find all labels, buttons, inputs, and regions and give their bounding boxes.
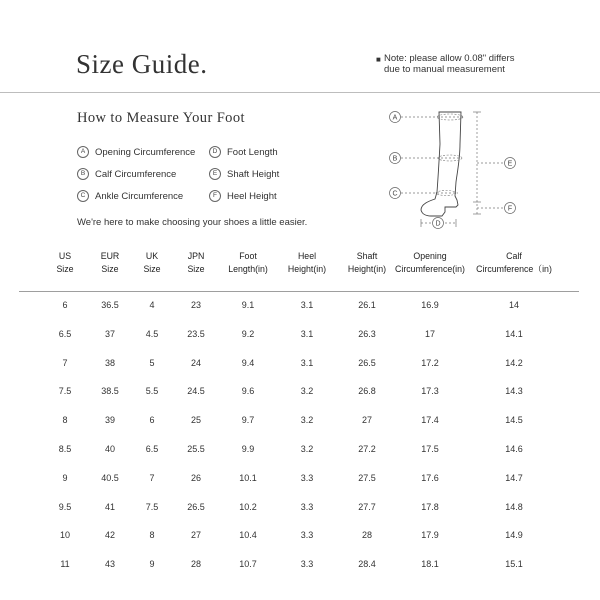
diagram-label-b bbox=[390, 153, 401, 164]
diagram-label-a bbox=[390, 112, 401, 123]
table-cell: 17.9 bbox=[421, 530, 439, 541]
legend-item-a bbox=[77, 146, 195, 158]
table-cell: 14.2 bbox=[505, 357, 523, 368]
column-header-line2: Length(in) bbox=[228, 264, 268, 274]
table-cell: 14.3 bbox=[505, 386, 523, 397]
legend-badge-d: D bbox=[209, 146, 221, 158]
table-cell: 14.6 bbox=[505, 444, 523, 454]
table-row bbox=[0, 300, 600, 314]
table-row bbox=[0, 473, 600, 487]
table-cell: 18.1 bbox=[421, 559, 439, 570]
table-cell: 27.5 bbox=[358, 472, 376, 483]
table-cell: 4 bbox=[149, 300, 155, 310]
table-cell: 3.1 bbox=[300, 300, 314, 310]
table-cell: 10 bbox=[59, 530, 71, 541]
bullet-icon: ■ bbox=[376, 55, 381, 64]
table-cell: 38.5 bbox=[101, 386, 119, 397]
column-header-line2: Circumference(in) bbox=[395, 264, 465, 274]
table-cell: 17.8 bbox=[421, 501, 439, 512]
column-header-3 bbox=[143, 250, 160, 276]
table-cell: 24 bbox=[190, 357, 202, 368]
table-cell: 25 bbox=[190, 415, 202, 426]
legend-badge-e: E bbox=[209, 168, 221, 180]
legend-item-d bbox=[209, 146, 278, 158]
table-cell: 42 bbox=[104, 530, 116, 541]
diagram-label-c bbox=[390, 188, 401, 199]
table-cell: 6.5 bbox=[145, 444, 159, 454]
column-header-line1: JPN bbox=[187, 251, 205, 261]
table-cell: 8.5 bbox=[58, 444, 72, 454]
table-cell: 15.1 bbox=[505, 559, 523, 570]
table-cell: 9 bbox=[149, 559, 155, 570]
table-cell: 14.7 bbox=[505, 472, 523, 483]
legend-badge-a: A bbox=[77, 146, 89, 158]
table-cell: 41 bbox=[104, 501, 116, 512]
legend-item-c bbox=[77, 190, 183, 202]
column-header-6 bbox=[288, 250, 326, 276]
column-header-line2: Height(in) bbox=[287, 264, 327, 274]
table-cell: 5 bbox=[149, 357, 155, 368]
table-cell: 3.1 bbox=[300, 357, 314, 368]
tagline: We're here to make choosing your shoes a little easier. bbox=[77, 217, 308, 228]
table-cell: 40.5 bbox=[101, 472, 119, 483]
table-cell: 23 bbox=[190, 300, 202, 310]
table-cell: 17.4 bbox=[421, 415, 439, 426]
table-cell: 10.2 bbox=[239, 501, 257, 512]
measurement-legend bbox=[77, 146, 337, 206]
boot-outline bbox=[421, 112, 461, 216]
legend-label-c: Ankle Circumference bbox=[95, 190, 184, 202]
table-cell: 3.2 bbox=[300, 415, 314, 426]
column-header-line1: Foot bbox=[239, 251, 257, 261]
column-header-line1: EUR bbox=[100, 251, 120, 261]
table-cell: 3.1 bbox=[300, 328, 314, 339]
table-cell: 9.5 bbox=[58, 501, 72, 512]
table-cell: 24.5 bbox=[187, 386, 205, 397]
boot-diagram bbox=[383, 104, 523, 232]
column-header-line2: Size bbox=[101, 264, 119, 274]
table-cell: 26 bbox=[190, 472, 202, 483]
column-header-4 bbox=[187, 250, 204, 276]
header bbox=[0, 0, 600, 93]
table-cell: 36.5 bbox=[101, 300, 119, 310]
column-header-line2: Height(in) bbox=[347, 264, 387, 274]
measure-title: How to Measure Your Foot bbox=[77, 110, 245, 126]
table-cell: 26.1 bbox=[358, 300, 376, 310]
column-header-line1: Shaft bbox=[356, 251, 378, 261]
table-cell: 17.3 bbox=[421, 386, 439, 397]
legend-label-e: Shaft Height bbox=[227, 168, 280, 180]
legend-item-b bbox=[77, 168, 176, 180]
column-header-line1: Opening bbox=[413, 251, 447, 261]
note-line-1: Note: please allow 0.08" differs bbox=[384, 53, 515, 64]
table-cell: 7 bbox=[62, 357, 68, 368]
svg-text:F: F bbox=[507, 205, 513, 213]
table-cell: 10.4 bbox=[239, 530, 257, 541]
svg-text:E: E bbox=[507, 160, 513, 168]
table-row bbox=[0, 559, 600, 573]
table-cell: 9.7 bbox=[241, 415, 255, 426]
legend-label-a: Opening Circumference bbox=[95, 146, 196, 158]
legend-item-f bbox=[209, 190, 277, 202]
table-cell: 27 bbox=[361, 415, 373, 426]
table-cell: 25.5 bbox=[187, 444, 205, 454]
table-cell: 14 bbox=[508, 300, 520, 310]
table-cell: 3.2 bbox=[300, 386, 314, 397]
table-cell: 26.8 bbox=[358, 386, 376, 397]
table-cell: 17.6 bbox=[421, 472, 439, 483]
column-header-line2: Size bbox=[187, 264, 205, 274]
table-cell: 28 bbox=[361, 530, 373, 541]
table-cell: 27.2 bbox=[358, 444, 376, 454]
table-cell: 14.1 bbox=[505, 328, 523, 339]
legend-badge-f: F bbox=[209, 190, 221, 202]
table-row bbox=[0, 444, 600, 458]
column-header-line2: Circumference（in) bbox=[476, 264, 552, 274]
table-cell: 37 bbox=[104, 328, 116, 339]
table-cell: 17 bbox=[424, 328, 436, 339]
table-cell: 11 bbox=[60, 559, 70, 570]
table-cell: 8 bbox=[62, 415, 68, 426]
table-cell: 9.1 bbox=[241, 300, 255, 310]
table-row bbox=[0, 530, 600, 544]
column-header-5 bbox=[228, 250, 268, 276]
table-row bbox=[0, 358, 600, 372]
table-cell: 23.5 bbox=[187, 328, 205, 339]
table-cell: 26.5 bbox=[358, 357, 376, 368]
table-row bbox=[0, 329, 600, 343]
table-cell: 17.2 bbox=[421, 357, 439, 368]
note-line-2: due to manual measurement bbox=[384, 64, 505, 75]
table-cell: 5.5 bbox=[145, 386, 159, 397]
legend-label-d: Foot Length bbox=[227, 146, 278, 158]
table-cell: 6 bbox=[149, 415, 155, 426]
table-cell: 6 bbox=[62, 300, 68, 310]
table-cell: 28 bbox=[190, 559, 202, 570]
column-header-line2: Size bbox=[56, 264, 74, 274]
legend-badge-b: B bbox=[77, 168, 89, 180]
table-cell: 10.7 bbox=[239, 559, 257, 570]
table-cell: 3.3 bbox=[300, 559, 314, 570]
table-cell: 43 bbox=[104, 559, 116, 570]
legend-label-b: Calf Circumference bbox=[95, 168, 177, 180]
table-row bbox=[0, 386, 600, 400]
table-cell: 9.9 bbox=[241, 444, 255, 454]
legend-badge-c: C bbox=[77, 190, 89, 202]
table-cell: 17.5 bbox=[421, 444, 439, 454]
table-cell: 9.2 bbox=[241, 328, 255, 339]
column-header-line1: Calf bbox=[506, 251, 522, 261]
table-cell: 16.9 bbox=[421, 300, 439, 310]
header-divider bbox=[19, 291, 579, 292]
table-row bbox=[0, 502, 600, 516]
column-header-line2: Size bbox=[143, 264, 161, 274]
table-cell: 6.5 bbox=[58, 328, 72, 339]
table-cell: 4.5 bbox=[145, 328, 159, 339]
diagram-label-e bbox=[505, 158, 516, 169]
table-cell: 9.6 bbox=[241, 386, 255, 397]
measurement-note bbox=[376, 53, 515, 75]
size-table-header bbox=[0, 250, 600, 290]
table-cell: 26.3 bbox=[358, 328, 376, 339]
column-header-2 bbox=[101, 250, 120, 276]
table-cell: 8 bbox=[149, 530, 155, 541]
table-cell: 28.4 bbox=[358, 559, 376, 570]
column-header-8 bbox=[395, 250, 465, 276]
table-cell: 9 bbox=[62, 472, 68, 483]
column-header-7 bbox=[348, 250, 386, 276]
table-cell: 14.8 bbox=[505, 501, 523, 512]
column-header-line1: Heel bbox=[297, 251, 317, 261]
page-title: Size Guide. bbox=[76, 49, 208, 79]
table-cell: 26.5 bbox=[187, 501, 205, 512]
table-cell: 27.7 bbox=[358, 501, 376, 512]
diagram-label-d bbox=[433, 218, 444, 229]
table-cell: 9.4 bbox=[241, 357, 255, 368]
legend-label-f: Heel Height bbox=[227, 190, 277, 202]
diagram-label-f bbox=[505, 203, 516, 214]
table-cell: 14.5 bbox=[505, 415, 523, 426]
table-cell: 7 bbox=[149, 472, 155, 483]
table-row bbox=[0, 415, 600, 429]
table-cell: 3.3 bbox=[300, 501, 314, 512]
svg-text:A: A bbox=[392, 114, 398, 122]
table-cell: 10.1 bbox=[239, 472, 257, 483]
column-header-line1: UK bbox=[145, 251, 159, 261]
column-header-1 bbox=[56, 250, 73, 276]
legend-item-e bbox=[209, 168, 279, 180]
table-cell: 7.5 bbox=[145, 501, 159, 512]
column-header-line1: US bbox=[58, 251, 72, 261]
svg-text:D: D bbox=[435, 220, 441, 228]
column-header-9 bbox=[476, 250, 552, 276]
svg-text:C: C bbox=[392, 190, 398, 198]
table-cell: 40 bbox=[104, 444, 116, 454]
svg-text:B: B bbox=[392, 155, 398, 163]
table-cell: 39 bbox=[104, 415, 116, 426]
table-cell: 14.9 bbox=[505, 530, 523, 541]
table-cell: 7.5 bbox=[58, 386, 72, 397]
table-cell: 3.3 bbox=[300, 530, 314, 541]
table-cell: 27 bbox=[190, 530, 202, 541]
table-cell: 3.3 bbox=[300, 472, 314, 483]
table-cell: 38 bbox=[104, 357, 116, 368]
table-cell: 3.2 bbox=[300, 444, 314, 454]
